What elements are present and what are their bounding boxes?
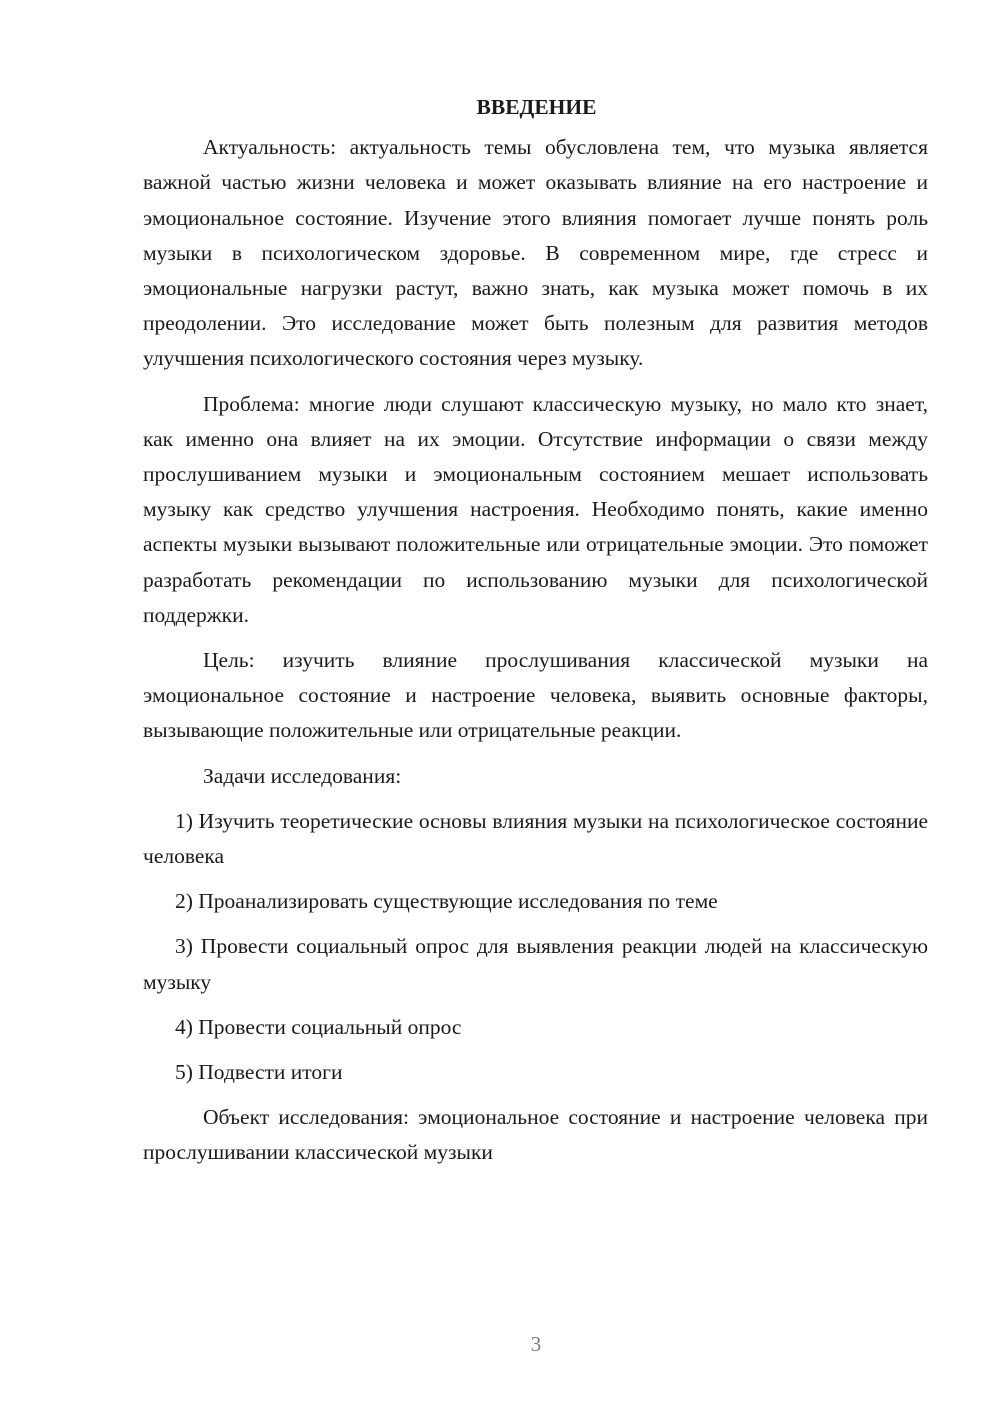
section-title: ВВЕДЕНИЕ (476, 95, 597, 119)
task-item-5: 5) Подвести итоги (175, 1060, 343, 1085)
goal-paragraph: Цель: изучить влияние прослушивания классической музыки на эмоциональное состояние и настроение человека, выявить основные факторы, вызывающие положительные или отрицательные реакции. (143, 648, 928, 743)
relevance-paragraph: Актуальность: актуальность темы обусловлена тем, что музыка является важной частью жизни человека и может оказывать влияние на его настроение и эмоциональное состояние. Изучение этого влияния помогает лучше понять роль музыки в психологическом здоровье. В современном мире, где стресс и эмоциональные нагрузки растут, важно знать, как музыка может помочь в их преодолении. Это исследование может быть полезным для развития методов улучшения психологического состояния через музыку. (143, 135, 928, 371)
tasks-heading: Задачи исследования: (203, 763, 402, 788)
document-page (143, 90, 928, 1181)
object-paragraph: Объект исследования: эмоциональное состояние и настроение человека при прослушивании классической музыки (143, 1105, 928, 1165)
problem-paragraph: Проблема: многие люди слушают классическую музыку, но мало кто знает, как именно она влияет на их эмоции. Отсутствие информации о связи между прослушиванием музыки и эмоциональным состоянием мешает использовать музыку как средство улучшения настроения. Необходимо понять, какие именно аспекты музыки вызывают положительные или отрицательные эмоции. Это поможет разработать рекомендации по использованию музыки для психологической поддержки. (143, 391, 928, 627)
page-number: 3 (530, 1332, 542, 1356)
task-item-4: 4) Провести социальный опрос (175, 1014, 462, 1039)
task-item-1: 1) Изучить теоретические основы влияния музыки на психологическое состояние человека (143, 808, 928, 869)
task-item-2: 2) Проанализировать существующие исследования по теме (175, 889, 718, 914)
task-item-3: 3) Провести социальный опрос для выявления реакции людей на классическую музыку (143, 934, 928, 994)
